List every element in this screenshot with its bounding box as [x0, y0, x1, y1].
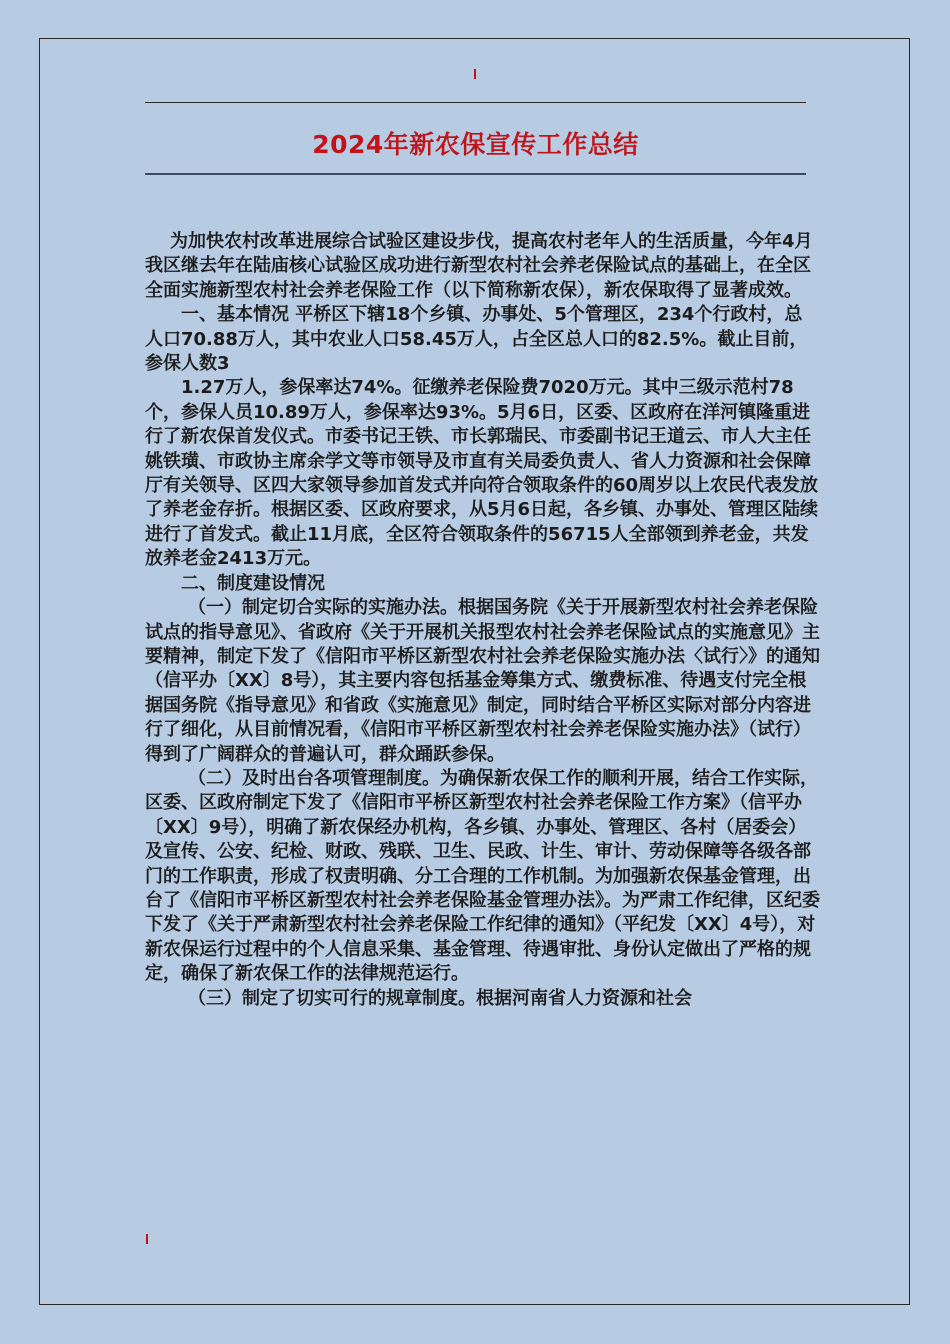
document-title: 2024年新农保宣传工作总结	[312, 130, 639, 159]
document-body	[145, 230, 820, 1011]
title-underline-rule	[145, 173, 806, 175]
intro-paragraph: 为加快农村改革进展综合试验区建设步伐，提高农村老年人的生活质量，今年4月我区继去年在陆庙核心试验区成功进行新型农村社会养老保险试点的基础上，在全区全面实施新型农村社会养老保险工作（以下简称新农保），新农保取得了显著成效。	[145, 231, 813, 301]
subsection-2-paragraph: （二）及时出台各项管理制度。为确保新农保工作的顺利开展，结合工作实际，区委、区政府制定下发了《信阳市平桥区新型农村社会养老保险工作方案》（信平办〔XX〕9号），明确了新农保经办机构，各乡镇、办事处、管理区、各村（居委会）及宣传、公安、纪检、财政、残联、卫生、民政、计生、审计、劳动保障等各级各部门的工作职责，形成了权责明确、分工合理的工作机制。为加强新农保基金管理，出台了《信阳市平桥区新型农村社会养老保险基金管理办法》。为严肃工作纪律，区纪委下发了《关于严肃新型农村社会养老保险工作纪律的通知》（平纪发〔XX〕4号），对新农保运行过程中的个人信息采集、基金管理、待遇审批、身份认定做出了严格的规定，确保了新农保工作的法律规范运行。	[145, 767, 820, 985]
header-rule	[145, 102, 806, 103]
subsection-1-paragraph: （一）制定切合实际的实施办法。根据国务院《关于开展新型农村社会养老保险试点的指导意见》、省政府《关于开展机关报型农村社会养老保险试点的实施意见》主要精神，制定下发了《信阳市平桥区新型农村社会养老保险实施办法〈试行〉》的通知（信平办〔XX〕8号），其主要内容包括基金筹集方式、缴费标准、待遇支付完全根据国务院《指导意见》和省政《实施意见》制定，同时结合平桥区实际对部分内容进行了细化，从目前情况看，《信阳市平桥区新型农村社会养老保险实施办法》（试行）得到了广阔群众的普遍认可，群众踊跃参保。	[145, 597, 820, 765]
subsection-3-paragraph: （三）制定了切实可行的规章制度。根据河南省人力资源和社会	[188, 987, 692, 1009]
section-1-paragraph: 一、基本情况 平桥区下辖18个乡镇、办事处、5个管理区，234个行政村，总人口70.88万人，其中农业人口58.45万人，占全区总人口的82.5%。截止目前，参保人数3	[145, 304, 808, 375]
header-marker	[474, 69, 476, 79]
section-2-heading: 二、制度建设情况	[181, 572, 325, 594]
section-1-continued-paragraph: 1.27万人，参保率达74%。征缴养老保险费7020万元。其中三级示范村78个，参保人员10.89万人，参保率达93%。5月6日，区委、区政府在洋河镇隆重进行了新农保首发仪式。市委书记王铁、市长郭瑞民、市委副书记王道云、市人大主任姚铁璜、市政协主席余学文等市领导及市直有关局委负责人、省人力资源和社会保障厅有关领导、区四大家领导参加首发式并向符合领取条件的60周岁以上农民代表发放了养老金存折。根据区委、区政府要求，从5月6日起，各乡镇、办事处、管理区陆续进行了首发式。截止11月底，全区符合领取条件的56715人全部领到养老金，共发放养老金2413万元。	[145, 377, 819, 570]
footer-marker	[146, 1234, 148, 1244]
